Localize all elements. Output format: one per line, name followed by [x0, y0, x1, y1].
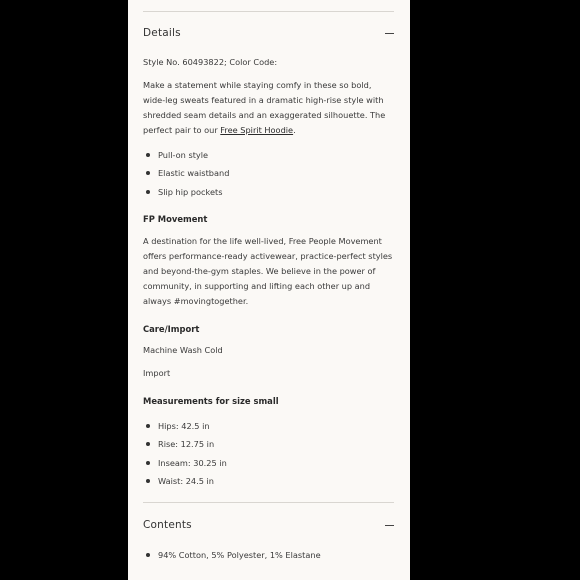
- details-section-header[interactable]: [143, 23, 394, 43]
- details-bullet-list: [146, 149, 396, 204]
- care-import-text: Import: [143, 368, 171, 378]
- free-spirit-hoodie-link[interactable]: Free Spirit Hoodie: [220, 125, 294, 135]
- list-item: Pull-on style: [146, 149, 396, 167]
- fp-movement-heading: FP Movement: [143, 214, 208, 224]
- care-wash-text: Machine Wash Cold: [143, 345, 223, 355]
- top-divider: [143, 11, 394, 12]
- collapse-minus-icon[interactable]: [385, 525, 394, 526]
- list-item: Waist: 24.5 in: [146, 475, 396, 493]
- contents-bullet-list: [146, 549, 396, 567]
- measurements-bullet-list: [146, 420, 396, 493]
- description-text: Make a statement while staying comfy in these so bold, wide-leg sweats featured in a dramatic high-rise style with shredded seam details and an exaggerated silhouette. The perfect pair to our: [143, 80, 386, 135]
- list-item: Elastic waistband: [146, 167, 396, 185]
- product-info-panel: [128, 0, 410, 580]
- measurements-heading: Measurements for size small: [143, 396, 279, 406]
- fp-movement-body: A destination for the life well-lived, Free People Movement offers performance-ready activewear, practice-perfect styles and beyond-the-gym staples. We believe in the power of community, in supporting and lifting each other up and always #movingtogether.: [143, 236, 393, 306]
- contents-divider: [143, 502, 394, 503]
- list-item: Slip hip pockets: [146, 186, 396, 204]
- list-item: Inseam: 30.25 in: [146, 457, 396, 475]
- list-item: Hips: 42.5 in: [146, 420, 396, 438]
- care-import-heading: Care/Import: [143, 324, 200, 334]
- contents-section-header[interactable]: [143, 515, 394, 535]
- collapse-minus-icon[interactable]: [385, 33, 394, 34]
- style-number-text: Style No. 60493822; Color Code:: [143, 57, 278, 67]
- list-item: Rise: 12.75 in: [146, 438, 396, 456]
- details-section-title: Details: [143, 27, 181, 39]
- description-suffix: .: [293, 125, 296, 135]
- contents-section-title: Contents: [143, 519, 192, 531]
- list-item: 94% Cotton, 5% Polyester, 1% Elastane: [146, 549, 396, 567]
- product-description: [143, 78, 396, 138]
